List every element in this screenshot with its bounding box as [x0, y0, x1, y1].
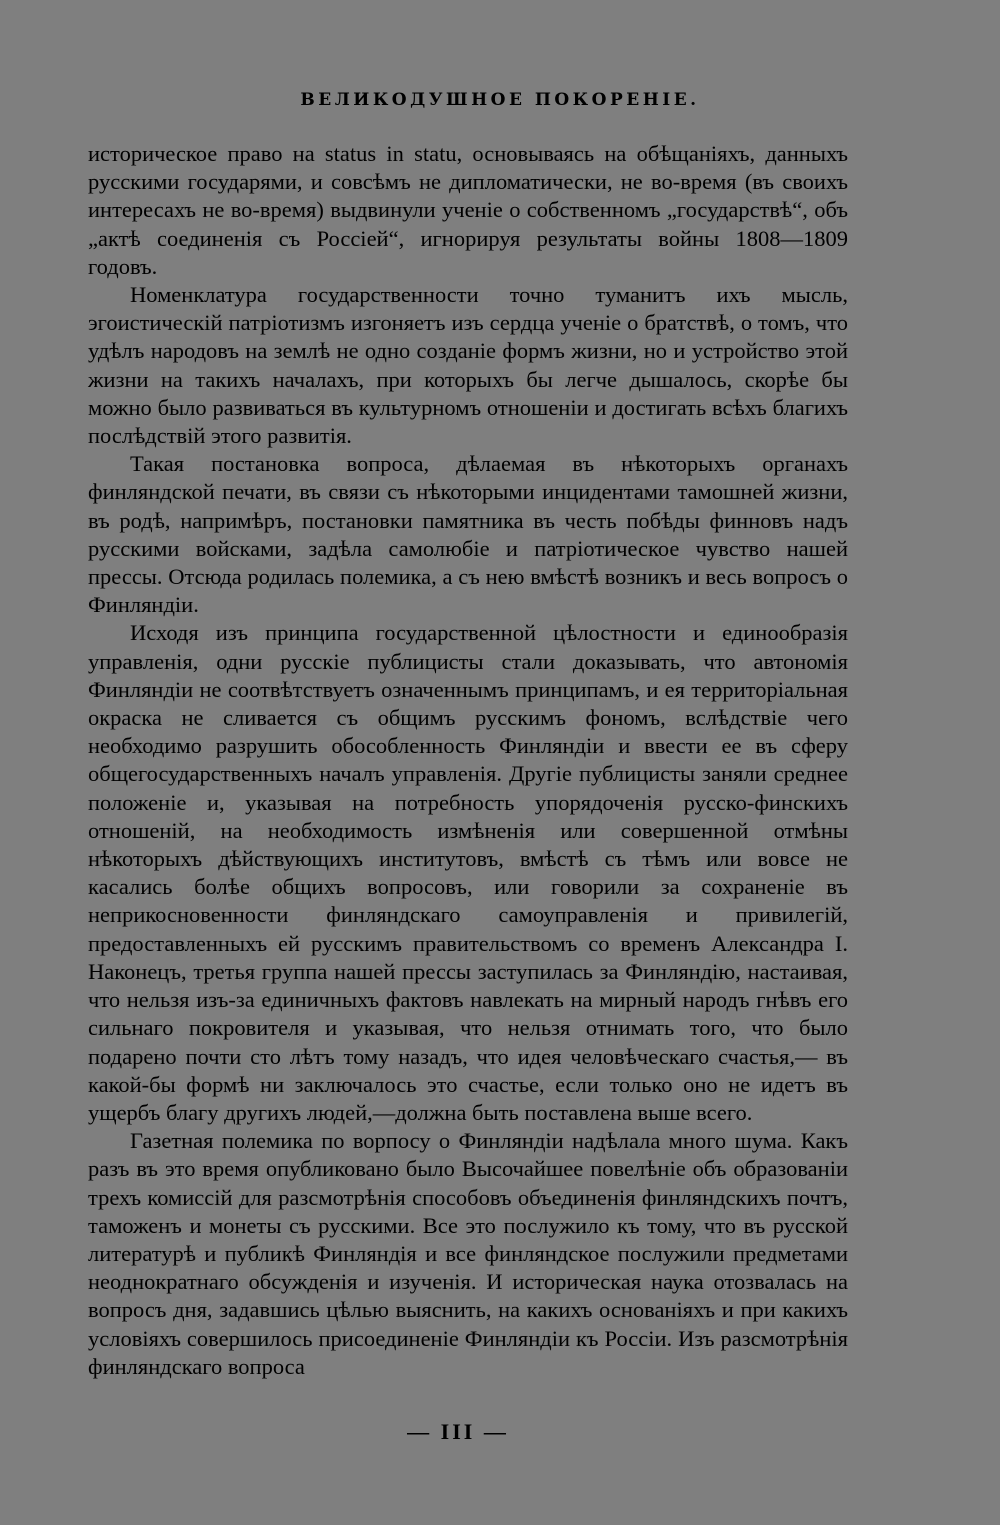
body-text [88, 140, 848, 1381]
page-number: — III — [407, 1419, 509, 1444]
paragraph-4: Исходя изъ принципа государственной цѣлостности и единообразія управленія, одни русскіе публицисты стали доказывать, что автономія Финляндіи не соотвѣтствуетъ означеннымъ принципамъ, и ея территоріальная окраска не сливается съ общимъ русскимъ фономъ, вслѣдствіе чего необходимо разрушить обособленность Финляндіи и ввести ее въ сферу общегосударственныхъ началъ управленія. Другіе публицисты заняли среднее положеніе и, указывая на потребность упорядоченія русско-финскихъ отношеній, на необходимость измѣненія или совершенной отмѣны нѣкоторыхъ дѣйствующихъ институтовъ, вмѣстѣ съ тѣмъ или вовсе не касались болѣе общихъ вопросовъ, или говорили за сохраненіе въ неприкосновенности финляндскаго самоуправленія и привилегій, предоставленныхъ ей русскимъ правительствомъ со временъ Александра I. Наконецъ, третья группа нашей прессы заступилась за Финляндію, настаивая, что нельзя изъ-за единичныхъ фактовъ навлекать на мирный народъ гнѣвъ его сильнаго покровителя и указывая, что нельзя отнимать того, что было подарено почти сто лѣтъ тому назадъ, что идея человѣческаго счастья,— въ какой-бы формѣ ни заключалось это счастье, если только оно не идетъ въ ущербъ благу другихъ людей,—должна быть поставлена выше всего. [88, 620, 848, 1125]
paragraph-3: Такая постановка вопроса, дѣлаемая въ нѣкоторыхъ органахъ финляндской печати, въ связи съ нѣкоторыми инцидентами тамошней жизни, въ родѣ, напримѣръ, постановки памятника въ честь побѣды финновъ надъ русскими войсками, задѣла самолюбіе и патріотическое чувство нашей прессы. Отсюда родилась полемика, а съ нею вмѣстѣ возникъ и весь вопросъ о Финляндіи. [88, 451, 848, 618]
paragraph-1: историческое право на status in statu, основываясь на обѣщаніяхъ, данныхъ русскими государями, и совсѣмъ не дипломатически, не во-время (въ своихъ интересахъ не во-время) выдвинули ученіе о собственномъ „государствѣ“, объ „актѣ соединенія съ Россіей“, игнорируя результаты войны 1808—1809 годовъ. [88, 141, 848, 279]
paragraph-2: Номенклатура государственности точно туманитъ ихъ мысль, эгоистическій патріотизмъ изгоняетъ изъ сердца ученіе о братствѣ, о томъ, что удѣлъ народовъ на землѣ не одно созданіе формъ жизни, но и устройство этой жизни на такихъ началахъ, при которыхъ бы легче дышалось, скорѣе бы можно было развиваться въ культурномъ отношеніи и достигать всѣхъ благихъ послѣдствій этого развитія. [88, 282, 848, 449]
paragraph-5: Газетная полемика по ворпосу о Финляндіи надѣлала много шума. Какъ разъ въ это время опубликовано было Высочайшее повелѣніе объ образованіи трехъ комиссій для разсмотрѣнія способовъ объединенія финляндскихъ почтъ, таможенъ и монеты съ русскими. Все это послужило къ тому, что въ русской литературѣ и публикѣ Финляндія и все финляндское послужили предметами неоднократнаго обсужденія и изученія. И историческая наука отозвалась на вопросъ дня, задавшись цѣлью выяснить, на какихъ основаніяхъ и при какихъ условіяхъ совершилось присоединеніе Финляндіи къ Россіи. Изъ разсмотрѣнія финляндскаго вопроса [88, 1128, 848, 1379]
running-head: ВЕЛИКОДУШНОЕ ПОКОРЕНІЕ. [300, 90, 700, 110]
